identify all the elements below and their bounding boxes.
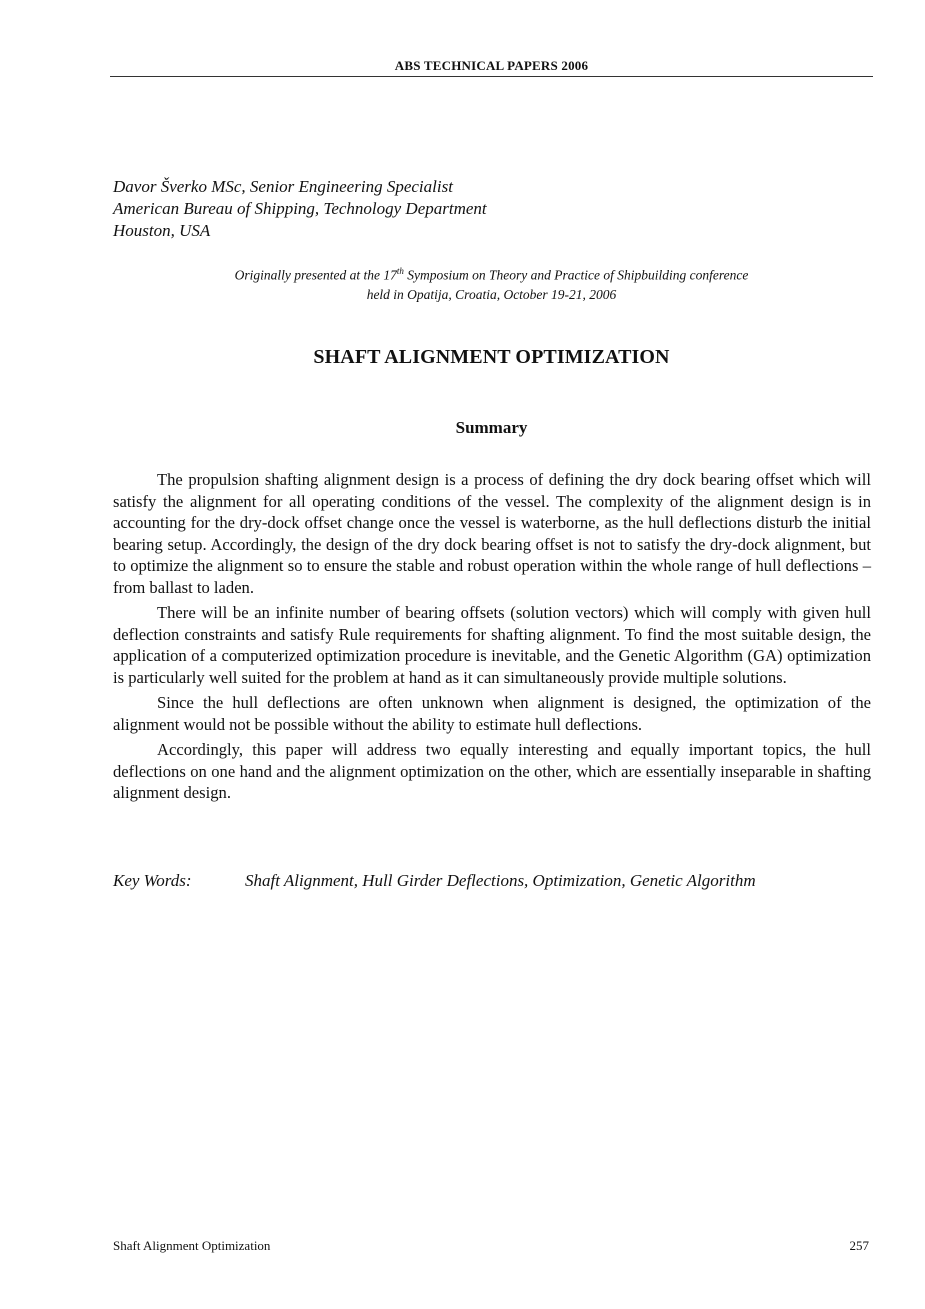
author-location: Houston, USA <box>113 221 211 240</box>
summary-body <box>113 469 871 804</box>
origin-superscript: th <box>396 266 404 276</box>
author-affiliation: American Bureau of Shipping, Technology Department <box>113 199 487 218</box>
origin-prefix: Originally presented at the 17 <box>234 267 397 283</box>
keywords-value: Shaft Alignment, Hull Girder Deflections, Optimization, Genetic Algorithm <box>245 871 756 890</box>
summary-paragraph: Since the hull deflections are often unknown when alignment is designed, the optimization of the alignment would not be possible without the ability to estimate hull deflections. <box>113 693 871 734</box>
summary-paragraph: Accordingly, this paper will address two equally interesting and equally important topics, the hull deflections on one hand and the alignment optimization on the other, which are essentially inseparable in shafting alignment design. <box>113 740 871 802</box>
running-header: ABS TECHNICAL PAPERS 2006 <box>394 58 589 73</box>
origin-line-2: held in Opatija, Croatia, October 19-21, 2006 <box>366 286 617 302</box>
summary-paragraph: There will be an infinite number of bearing offsets (solution vectors) which will comply with given hull deflection constraints and satisfy Rule requirements for shafting alignment. To find the most suitable design, the application of a computerized optimization procedure is inevitable, and the Genetic Algorithm (GA) optimization is particularly well suited for the problem at hand as it can simultaneously provide multiple solutions. <box>113 603 871 687</box>
author-name-title: Davor Šverko MSc, Senior Engineering Specialist <box>113 177 453 196</box>
summary-paragraph: The propulsion shafting alignment design is a process of defining the dry dock bearing offset which will satisfy the alignment for all operating conditions of the vessel. The complexity of the alignment design is in accounting for the dry-dock offset change once the vessel is waterborne, as the hull deflections disturb the initial bearing setup. Accordingly, the design of the dry dock bearing offset is not to satisfy the dry-dock alignment, but to optimize the alignment so to ensure the stable and robust operation within the whole range of hull deflections – from ballast to laden. <box>113 470 871 597</box>
summary-heading: Summary <box>455 418 528 437</box>
keywords-label: Key Words: <box>113 871 192 890</box>
keywords-line <box>113 871 756 891</box>
origin-suffix: Symposium on Theory and Practice of Shipbuilding conference <box>403 267 749 283</box>
origin-line-1 <box>110 262 873 285</box>
header-divider <box>110 76 873 77</box>
author-block <box>113 176 487 242</box>
footer-running-title: Shaft Alignment Optimization <box>113 1238 271 1253</box>
origin-note <box>110 262 873 304</box>
page-number: 257 <box>849 1238 869 1253</box>
paper-title: SHAFT ALIGNMENT OPTIMIZATION <box>313 346 670 368</box>
